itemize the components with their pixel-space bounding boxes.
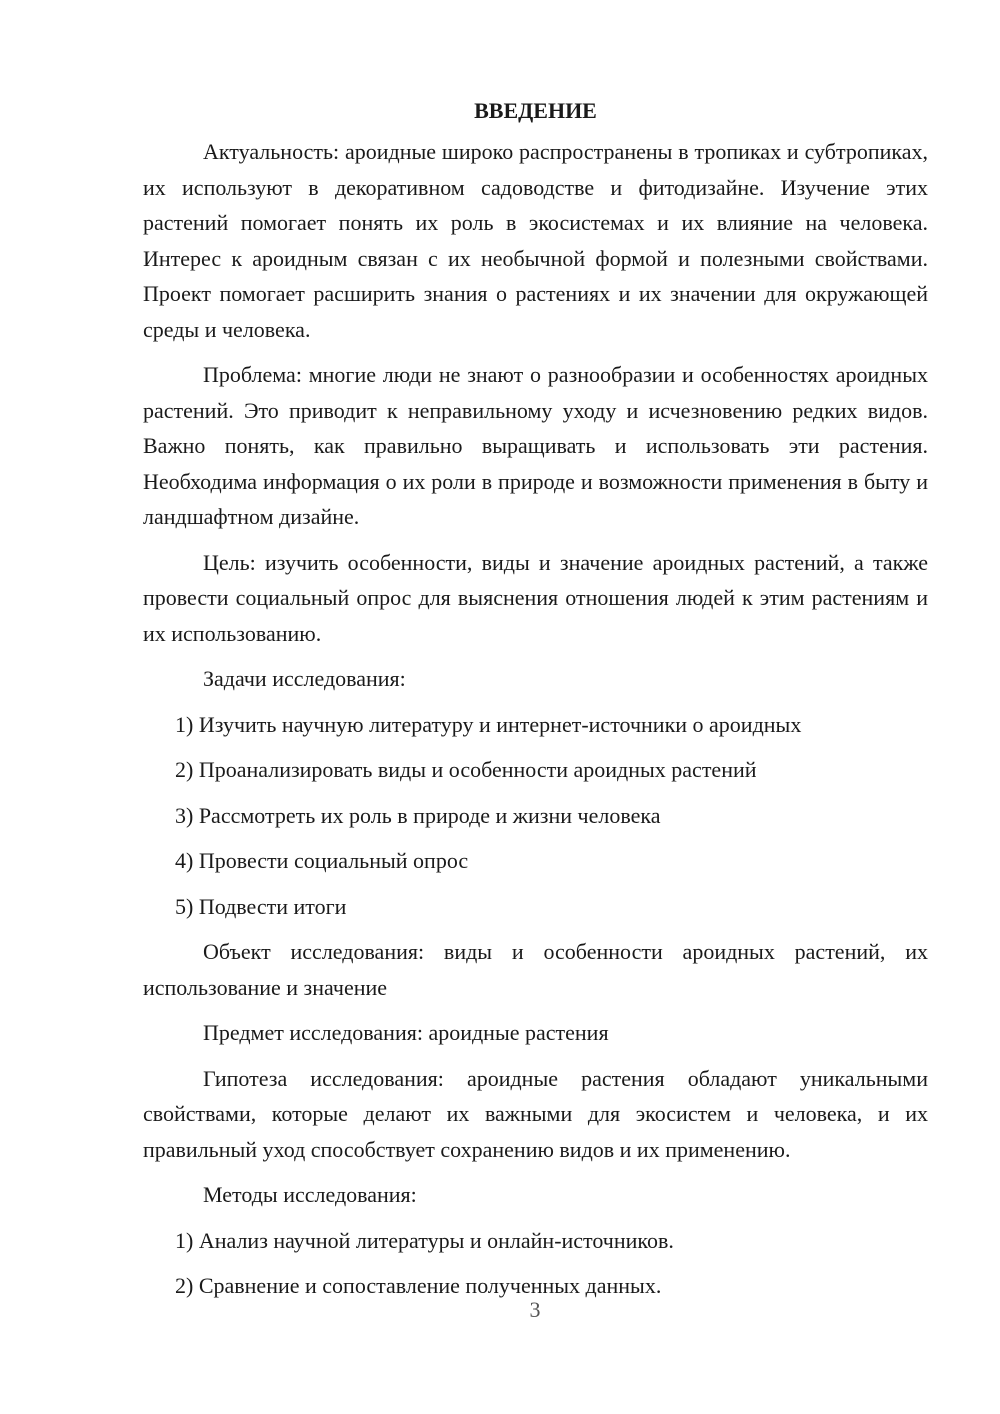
task-item: 2) Проанализировать виды и особенности ароидных растений <box>175 757 757 782</box>
tasks-title: Задачи исследования: <box>203 666 406 691</box>
page-number: 3 <box>529 1297 541 1322</box>
method-item: 1) Анализ научной литературы и онлайн-источников. <box>175 1227 674 1253</box>
method-item: 2) Сравнение и сопоставление полученных данных. <box>175 1273 662 1298</box>
object-paragraph: Объект исследования: виды и особенности ароидных растений, их использование и значение <box>143 939 928 1000</box>
task-item: 4) Провести социальный опрос <box>175 848 469 873</box>
task-item: 3) Рассмотреть их роль в природе и жизни человека <box>175 802 661 828</box>
subject-paragraph: Предмет исследования: ароидные растения <box>203 1020 609 1045</box>
document-page <box>143 96 928 1314</box>
task-item: 5) Подвести итоги <box>175 893 347 919</box>
relevance-paragraph: Актуальность: ароидные широко распространены в тропиках и субтропиках, их используют в декоративном садоводстве и фитодизайне. Изучение этих растений помогает понять их роль в экосистемах и их влияние на человека. Интерес к ароидным связан с их необычной формой и полезными свойствами. Проект помогает расширить знания о растениях и их значении для окружающей среды и человека. <box>143 139 928 342</box>
task-item: 1) Изучить научную литературу и интернет-источники о ароидных <box>175 711 802 737</box>
problem-paragraph: Проблема: многие люди не знают о разнообразии и особенностях ароидных растений. Это приводит к неправильному уходу и исчезновению редких видов. Важно понять, как правильно выращивать и использовать эти растения. Необходима информация о их роли в природе и возможности применения в быту и ландшафтном дизайне. <box>143 362 928 529</box>
hypothesis-paragraph: Гипотеза исследования: ароидные растения обладают уникальными свойствами, которые делают их важными для экосистем и человека, и их правильный уход способствует сохранению видов и их применению. <box>143 1065 928 1162</box>
section-heading: ВВЕДЕНИЕ <box>474 98 597 123</box>
methods-title: Методы исследования: <box>203 1182 417 1207</box>
goal-paragraph: Цель: изучить особенности, виды и значение ароидных растений, а также провести социальный опрос для выяснения отношения людей к этим растениям и их использованию. <box>143 549 928 646</box>
